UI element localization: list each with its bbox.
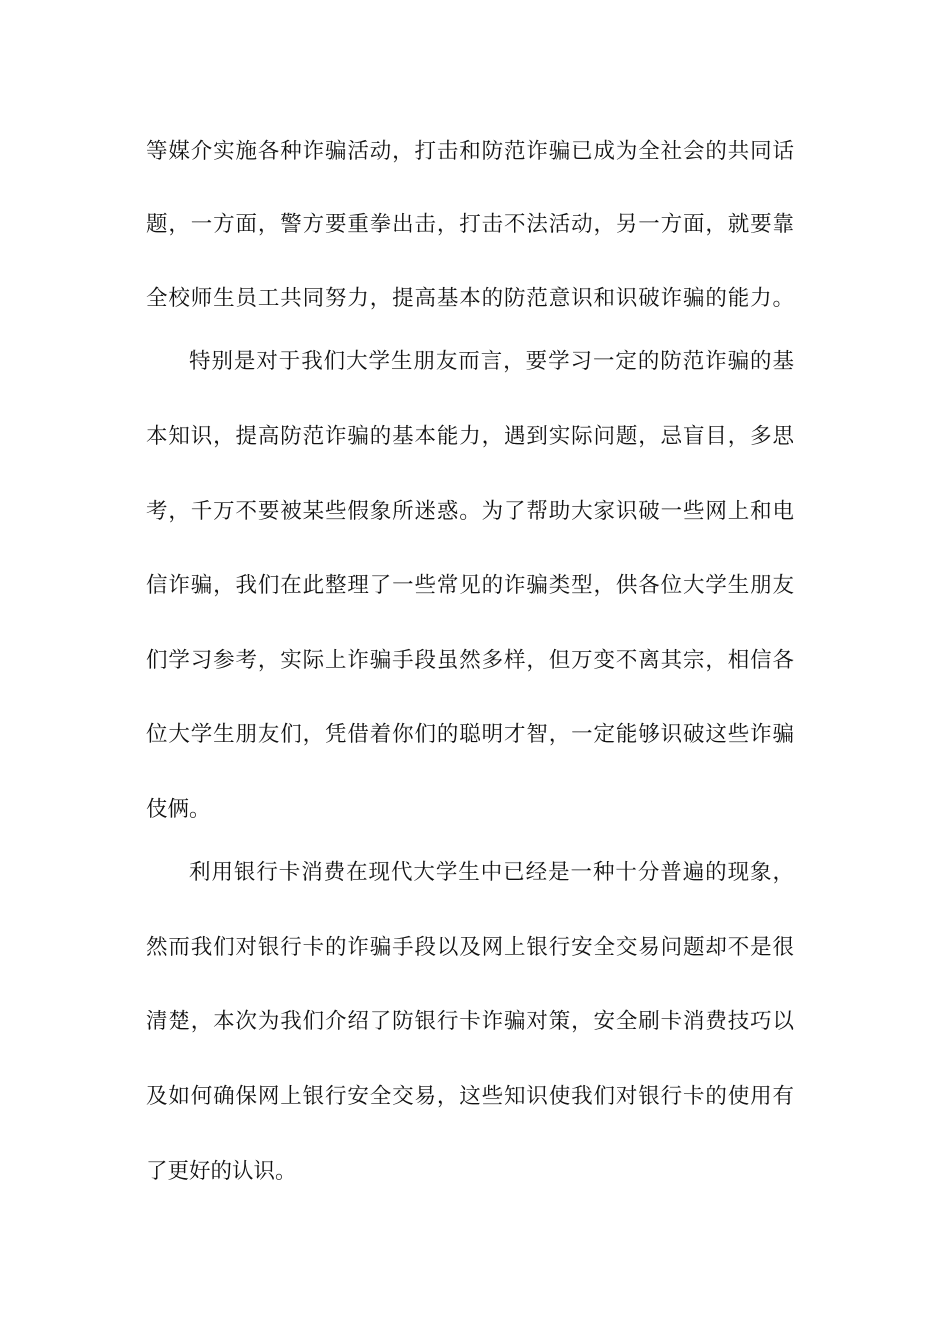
paragraph-first-line: 利用银行卡消费在现代大学生中已经是一种十分普遍的现象，	[189, 860, 794, 885]
paragraph-first-line: 特别是对于我们大学生朋友而言，要学习一定的防范诈骗的基	[189, 349, 794, 374]
text-line: 考，千万不要被某些假象所迷惑。为了帮助大家识破一些网上和电	[146, 499, 794, 524]
text-line: 本知识，提高防范诈骗的基本能力，遇到实际问题，忌盲目，多思	[146, 424, 794, 449]
text-line: 了更好的认识。	[146, 1159, 297, 1184]
text-line: 题，一方面，警方要重拳出击，打击不法活动，另一方面，就要靠	[146, 212, 794, 237]
text-line: 然而我们对银行卡的诈骗手段以及网上银行安全交易问题却不是很	[146, 935, 794, 960]
text-line: 清楚，本次为我们介绍了防银行卡诈骗对策，安全刷卡消费技巧以	[146, 1009, 794, 1034]
text-line: 位大学生朋友们，凭借着你们的聪明才智，一定能够识破这些诈骗	[146, 722, 794, 747]
text-line: 及如何确保网上银行安全交易，这些知识使我们对银行卡的使用有	[146, 1084, 794, 1109]
text-line: 信诈骗，我们在此整理了一些常见的诈骗类型，供各位大学生朋友	[146, 573, 794, 598]
text-line: 们学习参考，实际上诈骗手段虽然多样，但万变不离其宗，相信各	[146, 648, 794, 673]
text-line: 全校师生员工共同努力，提高基本的防范意识和识破诈骗的能力。	[146, 286, 794, 311]
text-line: 等媒介实施各种诈骗活动，打击和防范诈骗已成为全社会的共同话	[146, 139, 794, 164]
text-line: 伎俩。	[146, 797, 211, 822]
